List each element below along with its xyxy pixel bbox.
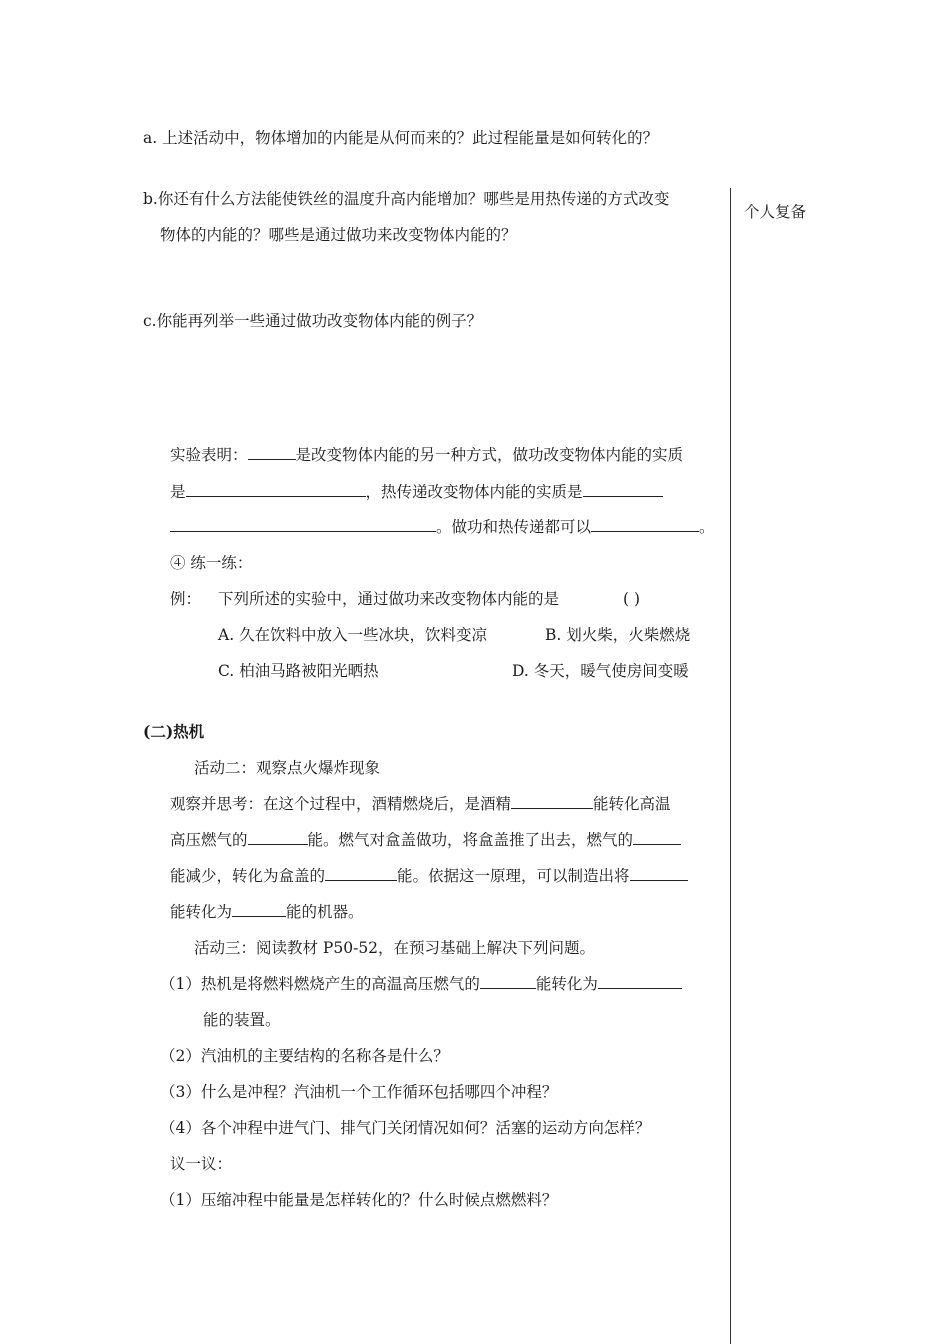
question-a: a. 上述活动中，物体增加的内能是从何而来的？此过程能量是如何转化的？ [143,129,659,147]
question-b-line1: b.你还有什么方法能使铁丝的温度升高内能增加？哪些是用热传递的方式改变 [143,190,670,208]
question-c: c.你能再列举一些通过做功改变物体内能的例子？ [143,312,483,330]
practice-title: ④ 练一练： [170,554,253,572]
option-d: D. 冬天，暖气使房间变暖 [512,662,689,680]
answer-blank[interactable] [633,830,681,845]
answer-blank[interactable] [170,517,436,532]
observe-text: 高压燃气的 [170,831,248,849]
answer-blank[interactable] [186,482,366,497]
answer-paren[interactable]: ( ) [623,590,641,608]
observe-text: 能转化为 [170,903,233,921]
section-heading: (二)热机 [143,722,205,741]
observe-line3 [170,866,688,886]
example-label: 例： [170,590,202,608]
question-text: 能转化为 [535,975,598,993]
observe-text: 能转化高温 [593,795,671,813]
conclusion-line1 [170,445,683,465]
answer-blank[interactable] [248,830,308,845]
answer-blank[interactable] [598,974,682,989]
activity-two: 活动二：观察点火爆炸现象 [194,759,381,777]
answer-blank[interactable] [511,794,593,809]
answer-blank[interactable] [325,866,397,881]
observe-text: 能。燃气对盒盖做功，将盒盖推了出去，燃气的 [307,831,634,849]
observe-text: 能减少，转化为盒盖的 [170,867,326,885]
discuss-question-1: （1）压缩冲程中能量是怎样转化的？什么时候点燃燃料？ [160,1191,558,1209]
activity-three: 活动三：阅读教材 P50-52，在预习基础上解决下列问题。 [194,939,596,957]
observe-line1 [170,794,671,814]
conclusion-line3 [170,517,715,537]
example-question: 下列所述的实验中，通过做功来改变物体内能的是 [218,590,560,608]
option-a: A. 久在饮料中放入一些冰块，饮料变凉 [218,626,488,644]
observe-line4 [170,902,364,922]
question-3: （3）什么是冲程？汽油机一个工作循环包括哪四个冲程？ [160,1083,558,1101]
answer-blank[interactable] [480,974,536,989]
answer-blank[interactable] [591,517,699,532]
question-b-line2: 物体的内能的？哪些是通过做功来改变物体内能的？ [160,226,517,244]
answer-blank[interactable] [583,482,663,497]
conclusion-text: ，热传递改变物体内能的实质是 [365,483,583,501]
answer-blank[interactable] [232,902,286,917]
conclusion-text: 。做功和热传递都可以 [436,518,592,536]
conclusion-text: 实验表明： [170,446,248,464]
discuss-label: 议一议： [170,1155,233,1173]
margin-note: 个人复备 [744,203,807,221]
option-c: C. 柏油马路被阳光晒热 [218,662,379,680]
question-text: （1）热机是将燃料燃烧产生的高温高压燃气的 [160,975,480,993]
conclusion-text: 是 [170,483,186,501]
question-2: （2）汽油机的主要结构的名称各是什么？ [160,1047,449,1065]
answer-blank[interactable] [630,866,688,881]
option-b: B. 划火柴，火柴燃烧 [545,626,691,644]
conclusion-text: 是改变物体内能的另一种方式，做功改变物体内能的实质 [295,446,684,464]
question-1-cont: 能的装置。 [203,1011,281,1029]
observe-text: 能的机器。 [286,903,364,921]
question-4: （4）各个冲程中进气门、排气门关闭情况如何？活塞的运动方向怎样？ [160,1119,651,1137]
observe-text: 能。依据这一原理，可以制造出将 [397,867,630,885]
margin-divider [730,188,731,1344]
observe-text: 观察并思考：在这个过程中，酒精燃烧后，是酒精 [170,795,512,813]
conclusion-text: 。 [699,518,715,536]
observe-line2 [170,830,681,850]
conclusion-line2 [170,482,663,502]
answer-blank[interactable] [248,445,296,460]
question-1 [160,974,682,994]
